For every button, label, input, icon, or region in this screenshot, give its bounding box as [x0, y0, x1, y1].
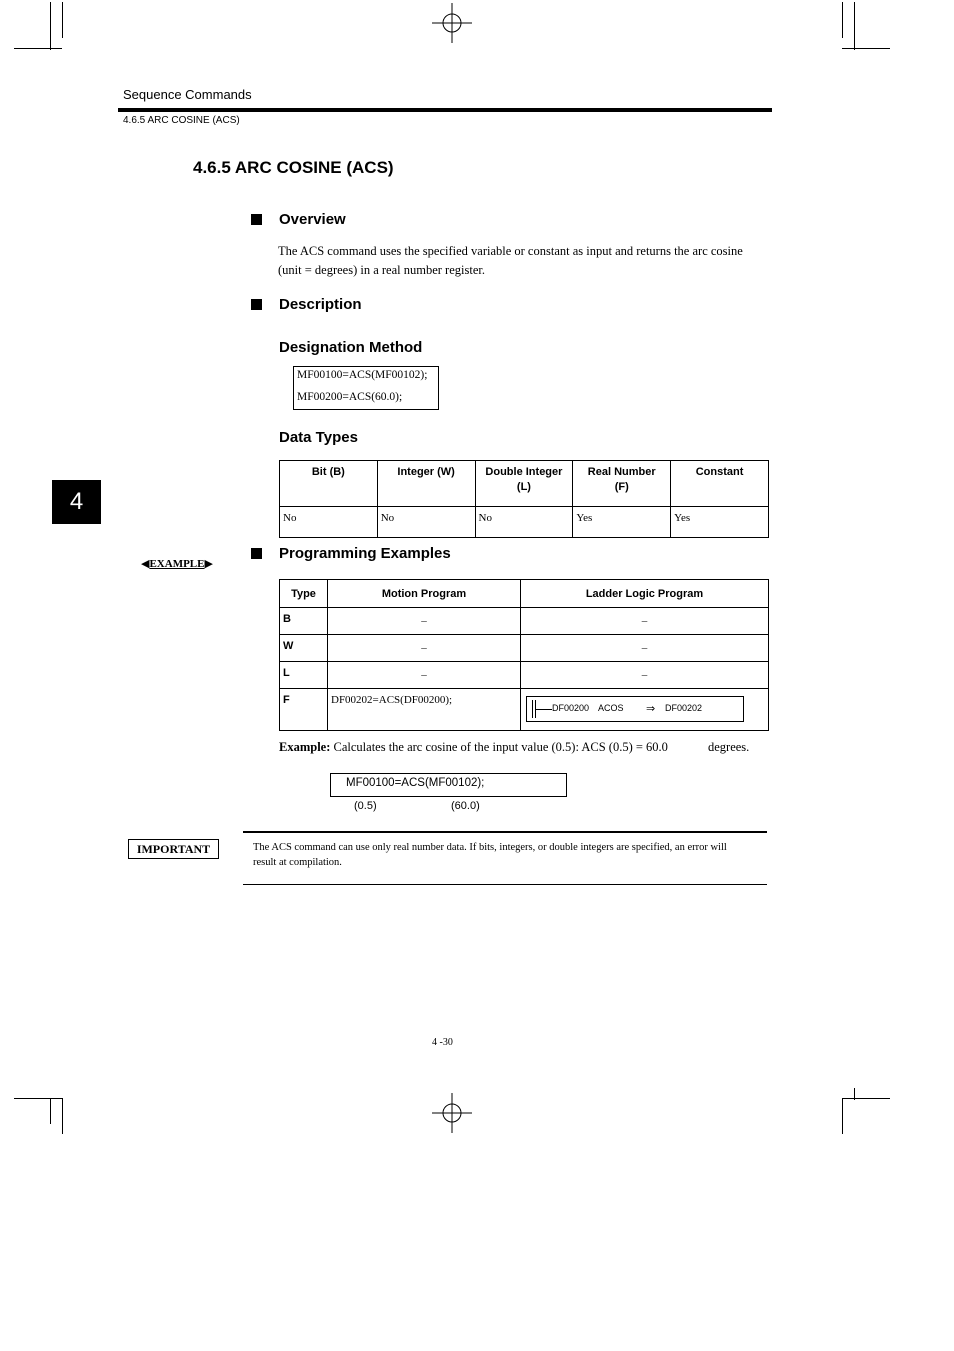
section-title: 4.6.5 ARC COSINE (ACS) [193, 158, 394, 177]
overview-text: The ACS command uses the specified variable or constant as input and returns the arc cosine (unit = degrees) in a real number register. [278, 244, 743, 277]
header-motion-program: Motion Program [328, 580, 521, 608]
type-cell: L [280, 662, 328, 689]
description-heading: Description [279, 296, 362, 313]
example-code-box [330, 773, 567, 797]
bullet-square-icon [251, 299, 262, 310]
table-header-row [280, 461, 769, 507]
table-row [280, 608, 769, 635]
important-text: The ACS command can use only real number data. If bits, integers, or double integers are specified, an error will result at compilation. [253, 842, 727, 868]
important-rule-bottom [243, 884, 767, 885]
ladder-input: DF00200 [552, 703, 590, 713]
table-cell: Yes [671, 507, 769, 538]
designation-method-box [293, 366, 439, 410]
triangle-left-icon: ◀ [141, 558, 150, 570]
header-ladder-program: Ladder Logic Program [521, 580, 769, 608]
header-type: Type [280, 580, 328, 608]
example-input-value: (0.5) [354, 800, 377, 812]
triangle-right-icon: ▶ [204, 558, 213, 570]
header-rule [118, 108, 772, 112]
ladder-wire [536, 709, 552, 710]
table-row [280, 662, 769, 689]
table-cell: Yes [573, 507, 671, 538]
data-types-heading: Data Types [279, 429, 358, 446]
type-cell: W [280, 635, 328, 662]
header-bit: Bit (B) [280, 461, 378, 507]
programming-examples-heading: Programming Examples [279, 545, 451, 562]
motion-cell: – [328, 662, 521, 689]
registration-mark-top [432, 3, 472, 43]
motion-cell: – [328, 635, 521, 662]
table-row [280, 507, 769, 538]
example-text: Example: Calculates the arc cosine of the input value (0.5): ACS (0.5) = 60.0 [279, 740, 668, 754]
header-constant: Constant [671, 461, 769, 507]
page-number: 4 -30 [432, 1037, 453, 1048]
ladder-diagram [526, 696, 744, 722]
ladder-operator: ACOS [598, 703, 624, 713]
running-header-title: Sequence Commands [123, 87, 252, 102]
registration-mark-bottom [432, 1093, 472, 1133]
example-unit: degrees. [708, 740, 750, 754]
example-code: MF00100=ACS(MF00102); [346, 777, 485, 789]
designation-method-heading: Designation Method [279, 339, 423, 356]
table-cell: No [475, 507, 573, 538]
chapter-tab: 4 [52, 480, 101, 524]
header-integer: Integer (W) [377, 461, 475, 507]
example-output-value: (60.0) [451, 800, 480, 812]
ladder-rail [532, 700, 533, 718]
table-header-row [280, 580, 769, 608]
data-types-table [279, 460, 769, 538]
designation-line: MF00100=ACS(MF00102); [297, 369, 428, 381]
ladder-output: DF00202 [665, 703, 703, 713]
table-row [280, 635, 769, 662]
motion-cell: DF00202=ACS(DF00200); [328, 689, 521, 731]
ladder-cell: – [521, 635, 769, 662]
table-cell: No [377, 507, 475, 538]
type-cell: B [280, 608, 328, 635]
arrow-right-icon: ⇒ [646, 703, 656, 715]
ladder-cell: – [521, 662, 769, 689]
table-row [280, 689, 769, 731]
motion-cell: – [328, 608, 521, 635]
overview-heading: Overview [279, 211, 346, 228]
header-real-number: Real Number (F) [573, 461, 671, 507]
bullet-square-icon [251, 214, 262, 225]
ladder-cell [521, 689, 769, 731]
programming-examples-table [279, 579, 769, 731]
type-cell: F [280, 689, 328, 731]
important-rule-top [243, 831, 767, 833]
important-tag: IMPORTANT [128, 839, 219, 859]
running-header-section: 4.6.5 ARC COSINE (ACS) [123, 115, 240, 126]
example-tag: ◀EXAMPLE▶ [141, 558, 213, 570]
bullet-square-icon [251, 548, 262, 559]
ladder-cell: – [521, 608, 769, 635]
table-cell: No [280, 507, 378, 538]
header-double-integer: Double Integer (L) [475, 461, 573, 507]
designation-line: MF00200=ACS(60.0); [297, 391, 403, 403]
